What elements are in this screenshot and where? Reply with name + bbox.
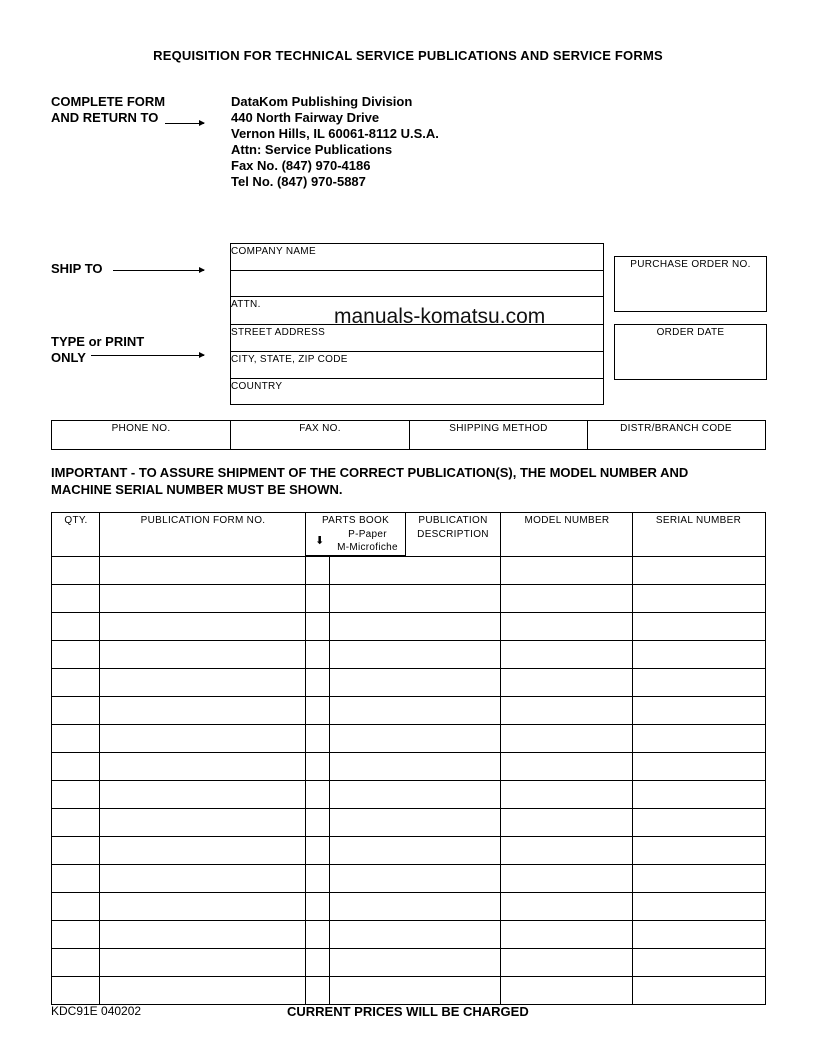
ship-row-divider: [231, 378, 603, 379]
important-line2: MACHINE SERIAL NUMBER MUST BE SHOWN.: [51, 482, 343, 497]
return-address: [231, 94, 439, 190]
table-row[interactable]: [52, 752, 765, 753]
country-field[interactable]: COUNTRY: [231, 381, 283, 392]
table-row[interactable]: [52, 976, 765, 977]
company-name-field[interactable]: COMPANY NAME: [231, 246, 316, 257]
column-divider: [632, 513, 633, 1004]
distr-branch-code-field[interactable]: [587, 421, 764, 449]
watermark-text: manuals-komatsu.com: [334, 305, 546, 328]
table-row[interactable]: [52, 920, 765, 921]
table-row[interactable]: [52, 556, 765, 557]
table-row[interactable]: [52, 668, 765, 669]
phone-no-label: PHONE NO.: [111, 423, 171, 434]
type-or-print-line2: ONLY: [51, 350, 86, 365]
shipping-method-label: SHIPPING METHOD: [449, 423, 548, 434]
phone-no-field[interactable]: [52, 421, 230, 449]
fax-no-label: FAX NO.: [299, 423, 341, 434]
table-row[interactable]: [52, 724, 765, 725]
form-title: REQUISITION FOR TECHNICAL SERVICE PUBLICATIONS AND SERVICE FORMS: [153, 48, 663, 63]
column-divider: [405, 513, 406, 556]
order-date-field[interactable]: [614, 324, 767, 380]
publication-form-no-header: PUBLICATION FORM NO.: [140, 515, 266, 526]
parts-book-microfiche: M-Microfiche: [337, 542, 398, 553]
ship-row-divider: [231, 270, 603, 271]
address-line: Attn: Service Publications: [231, 142, 393, 157]
publication-description-line2: DESCRIPTION: [417, 529, 489, 540]
down-arrow-icon: ⬇: [315, 535, 325, 547]
street-address-field[interactable]: STREET ADDRESS: [231, 327, 326, 338]
city-state-zip-field[interactable]: CITY, STATE, ZIP CODE: [231, 354, 348, 365]
table-row[interactable]: [52, 584, 765, 585]
ship-row-divider: [231, 351, 603, 352]
type-or-print-line1: TYPE or PRINT: [51, 334, 145, 349]
column-divider: [500, 513, 501, 1004]
return-to-arrow-icon: [165, 123, 204, 124]
purchase-order-label: PURCHASE ORDER NO.: [630, 259, 751, 270]
column-divider: [305, 513, 306, 1004]
distr-branch-code-label: DISTR/BRANCH CODE: [620, 423, 732, 434]
address-line: Fax No. (847) 970-4186: [231, 158, 371, 173]
table-row[interactable]: [52, 696, 765, 697]
purchase-order-field[interactable]: [614, 256, 767, 312]
prices-notice: CURRENT PRICES WILL BE CHARGED: [287, 1004, 529, 1019]
address-line: DataKom Publishing Division: [231, 94, 413, 109]
qty-header: QTY.: [64, 515, 88, 526]
model-number-header: MODEL NUMBER: [524, 515, 610, 526]
table-row[interactable]: [52, 836, 765, 837]
table-row[interactable]: [52, 892, 765, 893]
address-line: Vernon Hills, IL 60061-8112 U.S.A.: [231, 126, 439, 141]
attn-field[interactable]: ATTN.: [231, 299, 261, 310]
parts-book-header: PARTS BOOK: [321, 515, 390, 526]
shipping-method-field[interactable]: [409, 421, 587, 449]
table-row[interactable]: [52, 808, 765, 809]
column-divider: [99, 513, 100, 1004]
ship-to-label: SHIP TO: [51, 261, 103, 276]
address-line: 440 North Fairway Drive: [231, 110, 380, 125]
order-date-label: ORDER DATE: [656, 327, 725, 338]
ship-to-arrow-icon: [113, 270, 204, 271]
fax-no-field[interactable]: [230, 421, 409, 449]
type-or-print-label: [51, 334, 144, 366]
table-row[interactable]: [52, 640, 765, 641]
address-line: Tel No. (847) 970-5887: [231, 174, 366, 189]
table-row[interactable]: [52, 612, 765, 613]
ship-row-divider: [231, 296, 603, 297]
publication-description-line1: PUBLICATION: [418, 515, 488, 526]
table-row[interactable]: [52, 780, 765, 781]
complete-form-label: [51, 94, 165, 126]
type-or-print-arrow-icon: [91, 355, 204, 356]
complete-form-line1: COMPLETE FORM: [51, 94, 166, 109]
important-line1: IMPORTANT - TO ASSURE SHIPMENT OF THE CORRECT PUBLICATION(S), THE MODEL NUMBER AND: [51, 465, 689, 480]
publications-table: [51, 512, 766, 1005]
publication-description-header: [405, 514, 501, 542]
contact-strip: [51, 420, 766, 450]
table-row[interactable]: [52, 864, 765, 865]
serial-number-header: SERIAL NUMBER: [655, 515, 742, 526]
parts-book-paper: P-Paper: [348, 529, 387, 540]
form-code: KDC91E 040202: [51, 1004, 142, 1018]
table-row[interactable]: [52, 948, 765, 949]
important-notice: [51, 464, 771, 498]
complete-form-line2: AND RETURN TO: [51, 110, 159, 125]
